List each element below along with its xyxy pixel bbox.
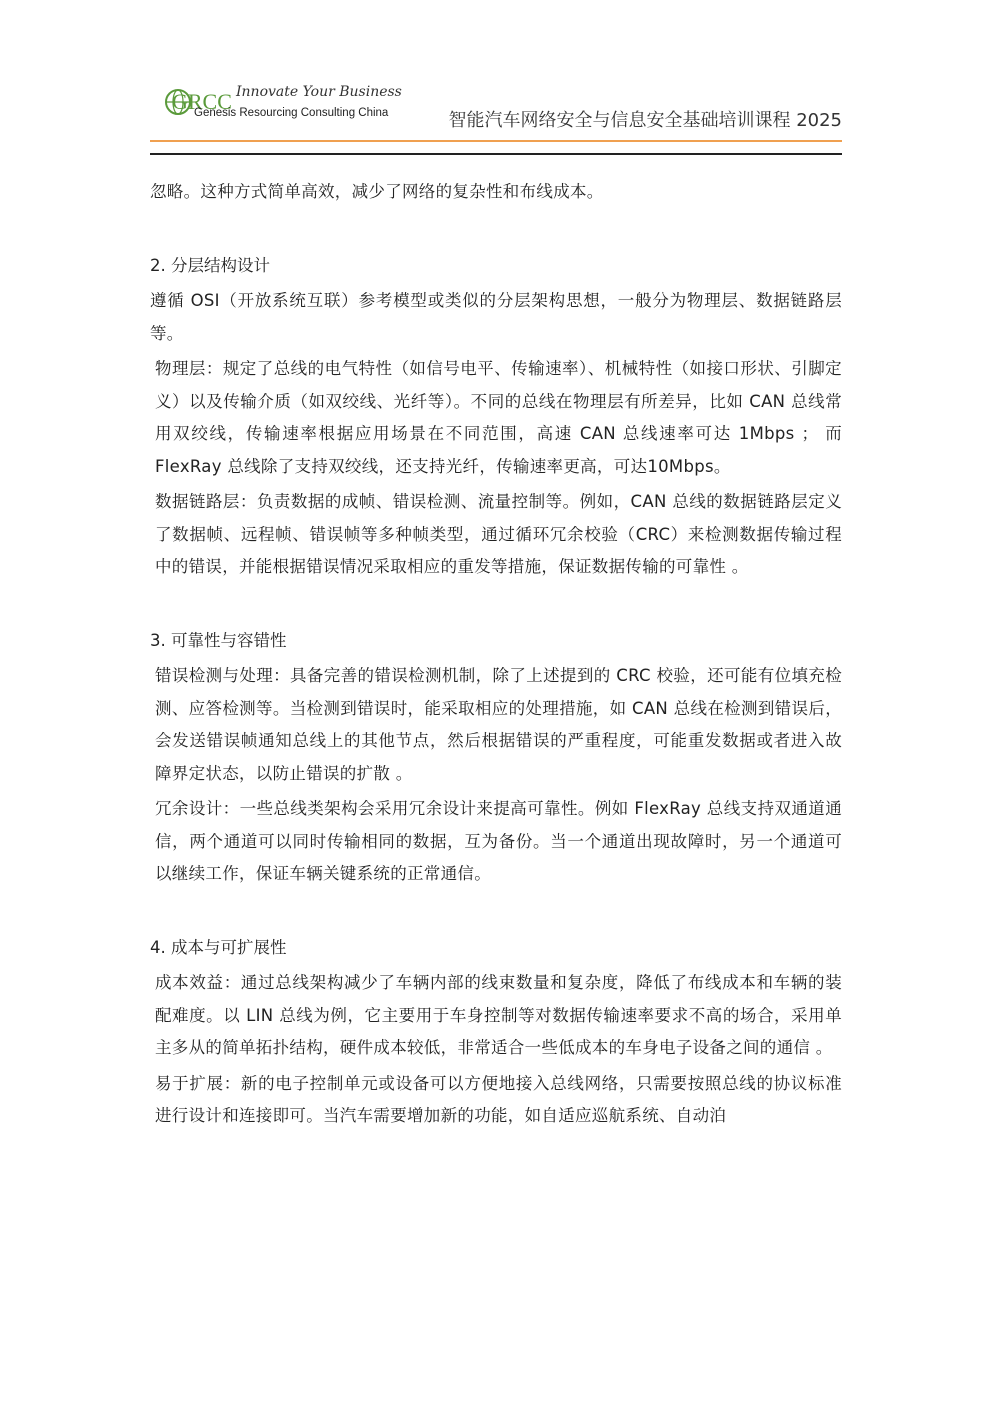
section-paragraph: 成本效益：通过总线架构减少了车辆内部的线束数量和复杂度，降低了布线成本和车辆的装配难度。以 LIN 总线为例，它主要用于车身控制等对数据传输速率要求不高的场合，采用单主多从的简单拓扑结构，硬件成本较低，非常适合一些低成本的车身电子设备之间的通信 。 [155, 973, 842, 1057]
section-paragraph: 冗余设计：一些总线类架构会采用冗余设计来提高可靠性。例如 FlexRay 总线支持双通道通信，两个通道可以同时传输相同的数据，互为备份。当一个通道出现故障时，另一个通道可以继续工作，保证车辆关键系统的正常通信。 [155, 799, 842, 883]
course-title: 智能汽车网络安全与信息安全基础培训课程 2025 [448, 110, 842, 131]
section-paragraph: 遵循 OSI（开放系统互联）参考模型或类似的分层架构思想，一般分为物理层、数据链路层等。 [150, 291, 842, 343]
section-paragraph: 错误检测与处理：具备完善的错误检测机制，除了上述提到的 CRC 校验，还可能有位填充检测、应答检测等。当检测到错误时，能采取相应的处理措施，如 CAN 总线在检测到错误后，会发送错误帧通知总线上的其他节点，然后根据错误的严重程度，可能重发数据或者进入故障界定状态，以防止错误的扩散 。 [155, 666, 842, 783]
logo-mark-text: GRCC [172, 89, 232, 114]
section-heading: 2. 分层结构设计 [150, 255, 270, 275]
section-paragraph: 易于扩展：新的电子控制单元或设备可以方便地接入总线网络，只需要按照总线的协议标准进行设计和连接即可。当汽车需要增加新的功能，如自适应巡航系统、自动泊 [155, 1073, 842, 1125]
logo-tagline: Innovate Your Business [236, 84, 402, 100]
page-header [150, 68, 842, 158]
header-rule-dark [150, 153, 842, 155]
section-paragraph: 物理层：规定了总线的电气特性（如信号电平、传输速率）、机械特性（如接口形状、引脚定义）以及传输介质（如双绞线、光纤等）。不同的总线在物理层有所差异，比如 CAN 总线常用双绞线，传输速率根据应用场景在不同范围，高速 CAN 总线速率可达 1Mbps ； 而 FlexRay 总线除了支持双绞线，还支持光纤，传输速率更高，可达10Mbps。 [155, 359, 842, 476]
header-rule-orange [150, 140, 842, 142]
section-heading: 3. 可靠性与容错性 [150, 630, 287, 650]
section-paragraph: 数据链路层：负责数据的成帧、错误检测、流量控制等。例如，CAN 总线的数据链路层定义了数据帧、远程帧、错误帧等多种帧类型，通过循环冗余校验（CRC）来检测数据传输过程中的错误，并能根据错误情况采取相应的重发等措施，保证数据传输的可靠性 。 [155, 492, 842, 576]
company-logo [150, 70, 402, 130]
intro-paragraph: 忽略。这种方式简单高效，减少了网络的复杂性和布线成本。 [150, 182, 604, 201]
page-content [150, 176, 842, 1133]
logo-company-name: Genesis Resourcing Consulting China [194, 107, 389, 119]
section-heading: 4. 成本与可扩展性 [150, 937, 287, 957]
